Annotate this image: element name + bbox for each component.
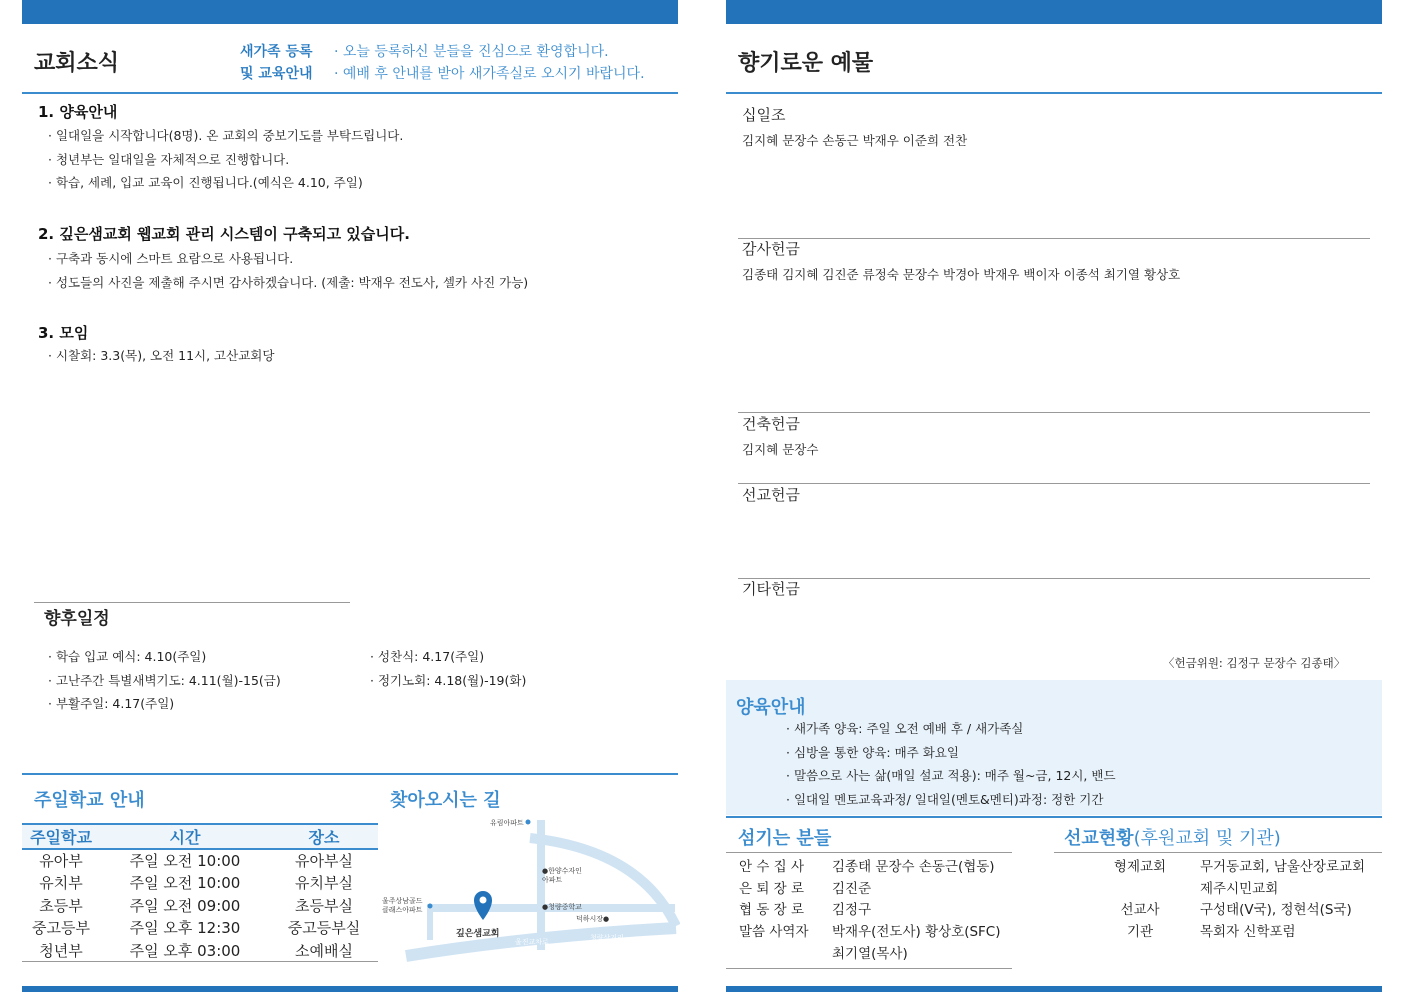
newcomer-label-line2: 및 교육안내 xyxy=(240,66,313,82)
table-row xyxy=(22,894,378,917)
mission-row xyxy=(1080,900,1365,922)
missions-title-main: 선교현황 xyxy=(1064,828,1134,849)
missions-header-divider xyxy=(1054,852,1382,853)
offering-names-building: 김지혜 문장수 xyxy=(742,442,819,457)
map-label-school: ●청량중학교 xyxy=(542,903,582,911)
mission-type: 기관 xyxy=(1126,924,1154,941)
servant-row xyxy=(739,879,1001,901)
offering-divider xyxy=(738,412,1370,413)
schedule-title: 향후일정 xyxy=(44,609,110,629)
offering-heading-other: 기타헌금 xyxy=(742,580,800,598)
list-item: · 구축과 동시에 스마트 요람으로 사용됩니다. xyxy=(48,251,294,266)
map-road-vertical xyxy=(537,820,545,950)
map-label-church: 깊은샘교회 xyxy=(456,929,500,939)
right-bottom-bar xyxy=(726,986,1382,992)
map-label-apt2: ●한양수자인 아파트 xyxy=(542,867,582,884)
servant-role: 안 수 집 사 xyxy=(739,859,805,875)
map-dot-apt1 xyxy=(526,820,531,825)
servant-role: 은 퇴 장 로 xyxy=(739,880,805,897)
cell-place: 유치부실 xyxy=(295,874,353,893)
mission-names: 무거동교회, 남울산장로교회 xyxy=(1200,859,1366,875)
table-row xyxy=(22,872,378,895)
column-header-school: 주일학교 xyxy=(22,824,100,849)
cell-place: 유아부실 xyxy=(295,852,353,871)
table-row xyxy=(22,939,378,962)
map-label-apt1: 유림아파트 xyxy=(490,819,524,827)
section-list-meeting xyxy=(48,344,274,368)
newcomer-text-line1: · 오늘 등록하신 분들을 진심으로 환영합니다. xyxy=(334,44,609,60)
offering-names-tithe: 김지혜 문장수 손동근 박재우 이준희 전찬 xyxy=(742,133,968,148)
cell-time: 주일 오후 03:00 xyxy=(129,941,241,960)
cell-time: 주일 오전 10:00 xyxy=(129,874,241,893)
section-list-nurture xyxy=(48,124,403,195)
section-heading-webchurch: 2. 깊은샘교회 웹교회 관리 시스템이 구축되고 있습니다. xyxy=(38,225,410,243)
list-item: · 일대일 멘토교육과정/ 일대일(멘토&멘티)과정: 정한 기간 xyxy=(786,791,1104,807)
sunday-school-title: 주일학교 안내 xyxy=(34,790,145,811)
page-title-church-news: 교회소식 xyxy=(34,51,120,76)
cell-school: 유치부 xyxy=(39,874,83,893)
missions-list xyxy=(1080,857,1365,944)
cell-school: 청년부 xyxy=(39,941,83,960)
servant-role: 말씀 사역자 xyxy=(739,924,809,941)
mission-row xyxy=(1080,922,1365,944)
mission-type xyxy=(1080,879,1200,901)
mission-type: 형제교회 xyxy=(1113,859,1167,875)
servant-row xyxy=(739,857,1001,879)
map-dot-left xyxy=(428,904,433,909)
mission-row xyxy=(1080,857,1365,879)
missions-title-sub: (후원교회 및 기관) xyxy=(1133,828,1281,849)
servant-names: 박재우(전도사) 황상호(SFC) xyxy=(832,924,1001,941)
mission-names: 제주시민교회 xyxy=(1200,880,1279,897)
bottom-section-divider xyxy=(22,773,678,775)
mission-names: 목회자 신학포럼 xyxy=(1200,924,1296,941)
offering-heading-mission: 선교헌금 xyxy=(742,486,800,504)
map-pin-center xyxy=(480,897,487,904)
servant-row xyxy=(739,944,1001,966)
schedule-item: · 성찬식: 4.17(주일) xyxy=(370,649,485,664)
section-heading-meeting: 3. 모임 xyxy=(38,324,89,342)
offering-divider xyxy=(738,238,1370,239)
map-label-left-area: 울주상남골드 클래스아파트 xyxy=(382,897,423,914)
servants-header-divider xyxy=(726,852,1012,853)
schedule-item: · 정기노회: 4.18(월)-19(화) xyxy=(370,672,527,688)
sunday-school-table xyxy=(22,823,378,962)
cell-school: 초등부 xyxy=(39,896,83,915)
table-row xyxy=(22,917,378,940)
servant-names: 김종태 문장수 손동근(협동) xyxy=(832,859,995,875)
left-title-divider xyxy=(22,92,678,94)
list-item: · 심방을 통한 양육: 매주 화요일 xyxy=(786,744,959,760)
map-label-road1: 울진교차로 xyxy=(515,938,549,946)
cell-time: 주일 오후 12:30 xyxy=(129,919,241,938)
list-item: · 청년부는 일대일을 자체적으로 진행합니다. xyxy=(48,151,290,167)
offering-divider xyxy=(738,578,1370,579)
map-pin-icon xyxy=(474,891,492,920)
schedule-col2 xyxy=(370,645,526,692)
servants-top-divider xyxy=(726,816,1382,818)
nurture-list xyxy=(786,717,1116,811)
cell-place: 소예배실 xyxy=(295,941,353,960)
cell-time: 주일 오전 09:00 xyxy=(129,896,241,915)
cell-place: 초등부실 xyxy=(295,896,353,915)
schedule-item: · 학습 입교 예식: 4.10(주일) xyxy=(48,649,207,664)
servants-bottom-divider xyxy=(726,968,1012,969)
offering-divider xyxy=(738,483,1370,484)
mission-type: 선교사 xyxy=(1120,902,1160,919)
list-item: · 말씀으로 사는 삶(매일 설교 적용): 매주 월~금, 12시, 밴드 xyxy=(786,768,1116,783)
offering-names-thanks: 김종태 김지혜 김진준 류정숙 문장수 박경아 박재우 백이자 이종석 최기열 황상호 xyxy=(742,267,1181,282)
schedule-item: · 고난주간 특별새벽기도: 4.11(월)-15(금) xyxy=(48,672,281,688)
servant-row xyxy=(739,922,1001,944)
left-bottom-bar xyxy=(22,986,678,992)
servant-role xyxy=(739,944,832,966)
missions-title xyxy=(1064,824,1281,850)
left-top-bar xyxy=(22,0,678,24)
offering-committee: 〈헌금위원: 김정구 문장수 김종태〉 xyxy=(1163,656,1346,670)
page-title-offerings: 향기로운 예물 xyxy=(738,51,874,76)
nurture-title: 양육안내 xyxy=(736,697,806,718)
map-label-market: 덕하시장● xyxy=(576,915,610,923)
schedule-col1 xyxy=(48,645,281,716)
section-list-webchurch xyxy=(48,247,528,294)
map-label-road2: 청량삼거리 xyxy=(590,934,624,942)
list-item: · 시찰회: 3.3(목), 오전 11시, 고산교회당 xyxy=(48,348,275,363)
servant-role: 협 동 장 로 xyxy=(739,902,805,919)
servants-title: 섬기는 분들 xyxy=(738,828,832,849)
directions-title: 찾아오시는 길 xyxy=(390,790,501,811)
list-item: · 새가족 양육: 주일 오전 예배 후 / 새가족실 xyxy=(786,721,1024,736)
newcomer-text-line2: · 예배 후 안내를 받아 새가족실로 오시기 바랍니다. xyxy=(334,66,645,82)
list-item: · 일대일을 시작합니다(8명). 온 교회의 중보기도를 부탁드립니다. xyxy=(48,128,404,143)
list-item: · 성도들의 사진을 제출해 주시면 감사하겠습니다. (제출: 박재우 전도사, 셀카 사진 가능) xyxy=(48,274,529,290)
newcomer-label xyxy=(240,41,313,85)
servant-names: 최기열(목사) xyxy=(832,945,908,962)
cell-time: 주일 오전 10:00 xyxy=(129,852,241,871)
table-row xyxy=(22,849,378,872)
offering-heading-tithe: 십일조 xyxy=(742,106,786,124)
offering-heading-building: 건축헌금 xyxy=(742,415,800,433)
mission-row xyxy=(1080,879,1365,901)
servant-row xyxy=(739,900,1001,922)
table-header-row xyxy=(22,824,378,849)
column-header-place: 장소 xyxy=(270,824,378,849)
newcomer-label-line1: 새가족 등록 xyxy=(240,44,313,60)
mission-names: 구성태(V국), 정현석(S국) xyxy=(1200,902,1352,919)
newcomer-text xyxy=(334,41,645,85)
list-item: · 학습, 세례, 입교 교육이 진행됩니다.(예식은 4.10, 주일) xyxy=(48,175,363,190)
right-title-divider xyxy=(726,92,1382,94)
schedule-divider xyxy=(34,602,350,603)
servant-names: 김정구 xyxy=(832,902,872,919)
servants-list xyxy=(739,857,1001,966)
offering-heading-thanks: 감사헌금 xyxy=(742,240,800,258)
right-top-bar xyxy=(726,0,1382,24)
column-header-time: 시간 xyxy=(100,824,270,849)
schedule-item: · 부활주일: 4.17(주일) xyxy=(48,696,175,711)
cell-school: 유아부 xyxy=(39,852,83,871)
cell-school: 중고등부 xyxy=(32,919,90,938)
section-heading-nurture: 1. 양육안내 xyxy=(38,103,118,121)
servant-names: 김진준 xyxy=(832,880,872,897)
cell-place: 중고등부실 xyxy=(287,919,361,938)
